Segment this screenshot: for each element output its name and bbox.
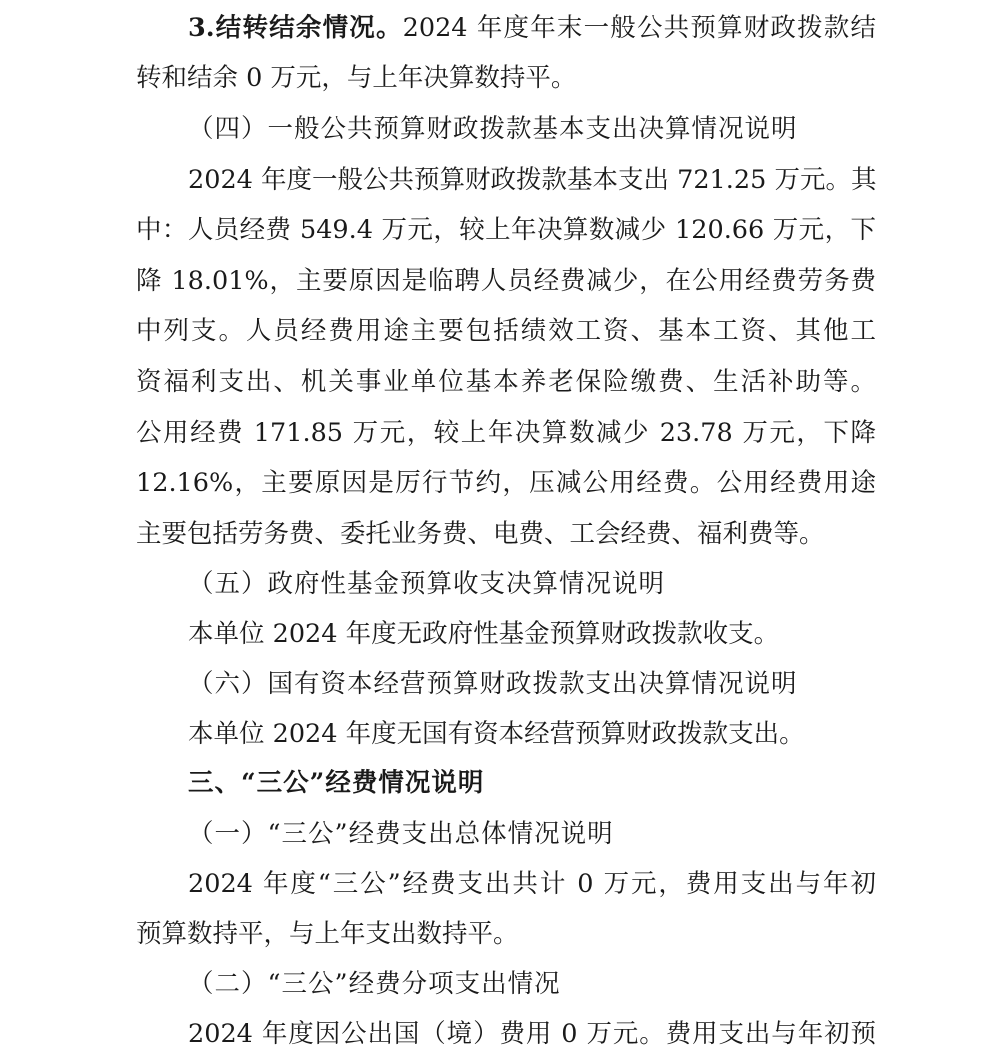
section-heading: （五）政府性基金预算收支决算情况说明 xyxy=(188,569,666,599)
paragraph-line: 本单位 2024 年度无国有资本经营预算财政拨款支出。 xyxy=(188,719,805,749)
section-heading: （四）一般公共预算财政拨款基本支出决算情况说明 xyxy=(188,114,798,144)
paragraph-line: 中：人员经费 549.4 万元，较上年决算数减少 120.66 万元，下 xyxy=(136,215,876,245)
paragraph-line: 预算数持平，与上年支出数持平。 xyxy=(136,919,519,949)
paragraph-line: 2024 年度“三公”经费支出共计 0 万元，费用支出与年初 xyxy=(188,869,876,899)
paragraph-line: 2024 年度一般公共预算财政拨款基本支出 721.25 万元。其 xyxy=(188,165,877,195)
paragraph-line: 转和结余 0 万元，与上年决算数持平。 xyxy=(136,63,577,93)
paragraph-line: 2024 年度因公出国（境）费用 0 万元。费用支出与年初预 xyxy=(188,1019,876,1049)
section-heading: （六）国有资本经营预算财政拨款支出决算情况说明 xyxy=(188,669,798,699)
paragraph-line: 本单位 2024 年度无政府性基金预算财政拨款收支。 xyxy=(188,619,780,649)
section-label: 3.结转结余情况。 xyxy=(188,13,403,43)
paragraph-line: 3.结转结余情况。2024 年度年末一般公共预算财政拨款结 xyxy=(188,13,876,43)
chapter-heading: 三、“三公”经费情况说明 xyxy=(188,768,485,798)
paragraph-line: 主要包括劳务费、委托业务费、电费、工会经费、福利费等。 xyxy=(136,519,825,549)
section-heading: （二）“三公”经费分项支出情况 xyxy=(188,969,561,999)
paragraph-line: 资福利支出、机关事业单位基本养老保险缴费、生活补助等。 xyxy=(136,367,876,397)
paragraph-line: 降 18.01%，主要原因是临聘人员经费减少，在公用经费劳务费 xyxy=(136,266,876,296)
section-heading: （一）“三公”经费支出总体情况说明 xyxy=(188,819,614,849)
paragraph-line: 中列支。人员经费用途主要包括绩效工资、基本工资、其他工 xyxy=(136,316,876,346)
paragraph-line: 12.16%，主要原因是厉行节约，压减公用经费。公用经费用途 xyxy=(136,468,876,498)
paragraph-line: 公用经费 171.85 万元，较上年决算数减少 23.78 万元，下降 xyxy=(136,418,876,448)
